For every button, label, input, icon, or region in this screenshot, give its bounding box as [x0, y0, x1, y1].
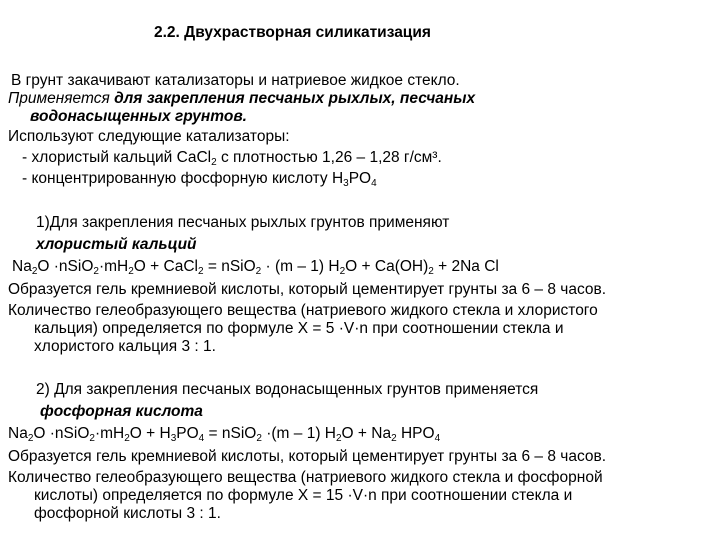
eq-part: ·mH — [98, 258, 129, 275]
eq-part: O + CaCl — [133, 258, 198, 275]
catalyst-1 — [22, 149, 442, 167]
subscript: 3 — [170, 433, 177, 444]
catalyst-2 — [22, 170, 377, 188]
subscript: 2 — [335, 433, 342, 444]
intro-applied-label: Применяется — [8, 90, 115, 107]
sec1-line-3: Образуется гель кремниевой кислоты, который цементирует грунты за 6 – 8 часов. — [8, 281, 607, 298]
eq-part: ·(m – 1) H — [261, 425, 336, 442]
sec1-reagent: хлористый кальций — [36, 236, 197, 253]
sec1-line-6: хлористого кальция 3 : 1. — [34, 338, 216, 355]
subscript: 2 — [428, 266, 434, 277]
catalyst-2-name: - концентрированную фосфорную кислоту H — [22, 170, 344, 187]
eq-part: Na — [12, 258, 32, 275]
sec1-heading: 1)Для закрепления песчаных рыхлых грунтов применяют — [36, 214, 450, 231]
subscript: 2 — [256, 433, 262, 444]
catalyst-2-formula: PO — [348, 170, 372, 187]
intro-line-2 — [8, 90, 475, 108]
subscript: 2 — [128, 266, 134, 277]
eq-part: + 2Na Cl — [433, 258, 499, 275]
eq-part: = nSiO — [204, 425, 257, 442]
eq-part: ·mH — [94, 425, 125, 442]
sec2-line-3: Образуется гель кремниевой кислоты, который цементирует грунты за 6 – 8 часов. — [8, 448, 607, 465]
eq-part: O ·nSiO — [37, 258, 94, 275]
subscript: 2 — [255, 266, 262, 277]
eq-part: O ·nSiO — [33, 425, 90, 442]
sec1-equation — [12, 258, 499, 276]
intro-line-1: В грунт закачивают катализаторы и натриевое жидкое стекло. — [11, 72, 460, 89]
sec2-line-5: кислоты) определяется по формуле Х = 15 ·V·n при соотношении стекла и — [34, 487, 573, 504]
sec1-line-4: Количество гелеобразующего вещества (натриевого жидкого стекла и хлористого — [8, 302, 598, 319]
sec2-heading: 2) Для закрепления песчаных водонасыщенных грунтов применяется — [36, 381, 539, 398]
sec2-line-4: Количество гелеобразующего вещества (натриевого жидкого стекла и фосфорной — [8, 469, 603, 486]
subscript: 4 — [371, 178, 377, 189]
eq-part: Na — [8, 425, 28, 442]
sec1-line-5: кальция) определяется по формуле Х = 5 ·V·n при соотношении стекла и — [34, 320, 564, 337]
subscript: 2 — [27, 433, 34, 444]
sec2-reagent: фосфорная кислота — [40, 403, 203, 420]
eq-part: · (m – 1) H — [261, 258, 340, 275]
subscript: 2 — [211, 157, 217, 168]
catalyst-1-density: с плотностью 1,26 – 1,28 г/см³. — [216, 149, 442, 166]
subscript: 2 — [339, 266, 346, 277]
intro-line-3: водонасыщенных грунтов. — [30, 108, 247, 125]
catalyst-1-name: - хлористый кальций CaCl — [22, 149, 212, 166]
sec2-equation — [8, 425, 440, 443]
subscript: 2 — [391, 433, 397, 444]
eq-part: O + H — [129, 425, 171, 442]
subscript: 2 — [124, 433, 130, 444]
subscript: 4 — [434, 433, 441, 444]
sec2-line-6: фосфорной кислоты 3 : 1. — [34, 505, 221, 522]
subscript: 2 — [197, 266, 204, 277]
subscript: 2 — [93, 266, 99, 277]
subscript: 3 — [343, 178, 349, 189]
subscript: 4 — [198, 433, 205, 444]
eq-part: O + Na — [341, 425, 392, 442]
eq-part: PO — [176, 425, 199, 442]
intro-applied-text: для закрепления песчаных рыхлых, песчаных — [114, 90, 476, 107]
eq-part: = nSiO — [203, 258, 256, 275]
subscript: 2 — [31, 266, 38, 277]
page-title: 2.2. Двухрастворная силикатизация — [154, 24, 431, 41]
eq-part: O + Ca(OH) — [345, 258, 429, 275]
eq-part: HPO — [396, 425, 435, 442]
subscript: 2 — [89, 433, 95, 444]
intro-line-4: Используют следующие катализаторы: — [8, 128, 290, 145]
